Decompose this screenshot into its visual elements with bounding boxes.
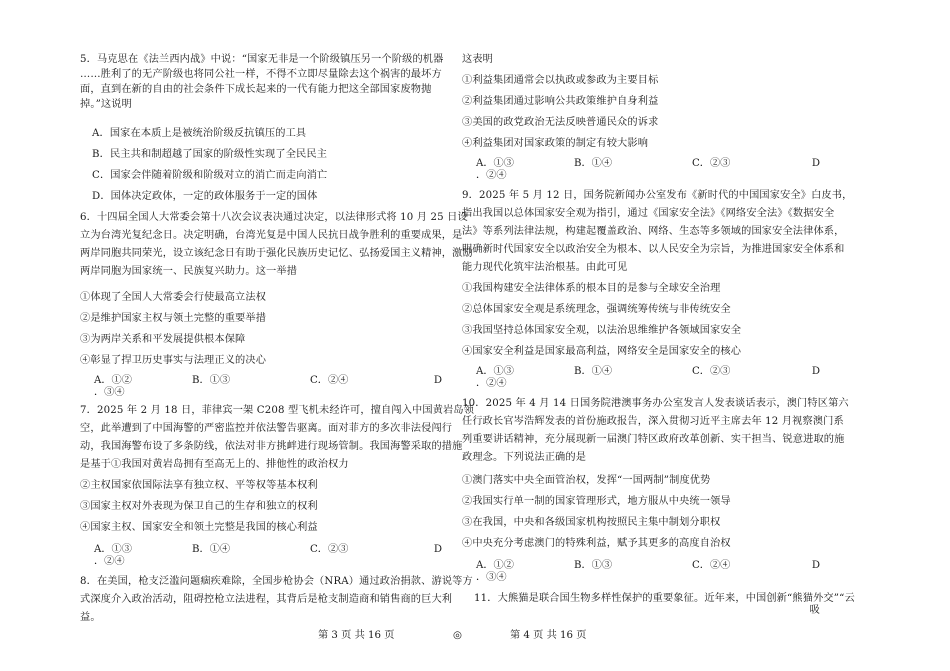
question-5-option-a: A．国家在本质上是被统治阶级反抗镇压的工具	[92, 128, 307, 139]
choice-c: C．②④	[692, 560, 731, 571]
choice-d: D	[811, 366, 820, 377]
choice-a: A．①③	[476, 158, 514, 169]
left-page-number: 第 3 页 共 16 页	[318, 630, 395, 641]
question-8-stem-line: 式深度介入政治活动，阻碍控枪立法进程，其背后是枪支制造商和销售商的巨大利	[80, 594, 453, 605]
choice-a: A．①②	[476, 560, 514, 571]
question-11-wrap: 吸	[809, 605, 820, 616]
question-8-item: ①利益集团通常会以执政或参政为主要目标	[462, 75, 659, 86]
question-10-choices	[476, 559, 820, 573]
question-6-item: ②是维护国家主权与领土完整的重要举措	[80, 313, 267, 324]
question-8-item: ④利益集团对国家政策的制定有较大影响	[462, 138, 649, 149]
question-8-item: ②利益集团通过影响公共政策维护自身利益	[462, 96, 659, 107]
question-6-choices	[94, 374, 442, 388]
question-7-item: ②主权国家依国际法享有独立权、平等权等基本权利	[80, 480, 318, 491]
question-7-stem-line: 7．2025 年 2 月 18 日，菲律宾一架 C208 型飞机未经许可，擅自闯入中国黄岩岛领	[80, 405, 475, 416]
question-5-option-c: C．国家会伴随着阶级和阶级对立的消亡而走向消亡	[92, 170, 328, 181]
question-6-item: ③为两岸关系和平发展提供根本保障	[80, 334, 246, 345]
question-9-item: ①我国构建安全法律体系的根本目的是参与全球安全治理	[462, 283, 721, 294]
question-6-stem-line: 6．十四届全国人大常委会第十八次会议表决通过决定，以法律形式将 10 月 25 日设	[80, 212, 468, 223]
choice-d: D	[811, 560, 820, 571]
right-page-number: 第 4 页 共 16 页	[510, 630, 587, 641]
choice-d-continuation: ．②④	[476, 170, 507, 181]
question-10-stem-line: 列重要讲话精神，充分展现新一届澳门特区政府改革创新、实干担当、锐意进取的施	[462, 434, 845, 445]
question-10-item: ②我国实行单一制的国家管理形式，地方服从中央统一领导	[462, 496, 731, 507]
question-6-item: ①体现了全国人大常委会行使最高立法权	[80, 292, 267, 303]
question-7-stem-line: 是基于①我国对黄岩岛拥有至高无上的、排他性的政治权力	[80, 459, 349, 470]
question-6-item: ④彰显了捍卫历史事实与法理正义的决心	[80, 355, 267, 366]
question-10-item: ①澳门落实中央全面管治权，发挥“一国两制”制度优势	[462, 475, 711, 486]
choice-d: D	[433, 544, 442, 555]
question-5-option-d: D．国体决定政体，一定的政体服务于一定的国体	[92, 191, 318, 202]
question-9-stem-line: 法》等系列法律法规，构建起覆盖政治、网络、生态等多领域的国家安全法律体系，	[462, 226, 845, 237]
question-11-stem-line: 11．大熊猫是联合国生物多样性保护的重要象征。近年来，中国创新“熊猫外交”“云	[474, 593, 855, 604]
question-9-item: ③我国坚持总体国家安全观，以法治思维维护各领域国家安全	[462, 325, 742, 336]
question-9-stem-line: 指出我国以总体国家安全观为指引，通过《国家安全法》《网络安全法》《数据安全	[462, 208, 835, 219]
choice-d-continuation: ．②④	[476, 378, 507, 389]
choice-b: B．①④	[574, 158, 613, 169]
question-7-choices	[94, 543, 442, 557]
choice-d: D	[811, 158, 820, 169]
question-9-item: ④国家安全利益是国家最高利益，网络安全是国家安全的核心	[462, 346, 742, 357]
choice-a: A．①③	[476, 366, 514, 377]
question-8-item: ③美国的政党政治无法反映普通民众的诉求	[462, 117, 659, 128]
choice-d-continuation: ．②④	[94, 556, 125, 567]
question-5-stem-line: 掉。”这说明	[80, 99, 132, 110]
choice-b: B．①④	[192, 544, 231, 555]
choice-c: C．②③	[310, 544, 349, 555]
question-8-stem-line: 益。	[80, 612, 101, 623]
choice-d: D	[433, 375, 442, 386]
choice-a: A．①③	[94, 544, 132, 555]
question-7-item: ④国家主权、国家安全和领土完整是我国的核心利益	[80, 522, 318, 533]
question-7-stem-line: 空，此举遭到了中国海警的严密监控并依法警告驱离。面对菲方的多次非法侵闯行	[80, 423, 453, 434]
question-8-stem-line: 8．在美国，枪支泛滥问题痼疾难除，全国步枪协会（NRA）通过政治捐款、游说等方	[80, 576, 473, 587]
question-7-stem-line: 动，我国海警布设了多条防线，依法对非方挑衅进行现场管制。我国海警采取的措施	[80, 441, 463, 452]
choice-d-continuation: ．③④	[94, 387, 125, 398]
question-7-item: ③国家主权对外表现为保卫自己的生存和独立的权利	[80, 501, 318, 512]
question-6-stem-line: 两岸同胞为国家统一、民族复兴助力。这一举措	[80, 266, 298, 277]
question-5-stem-line: 5．马克思在《法兰西内战》中说：“国家无非是一个阶级镇压另一个阶级的机器	[80, 54, 444, 65]
choice-c: C．②③	[692, 158, 731, 169]
question-8-choices	[476, 157, 820, 171]
choice-a: A．①②	[94, 375, 132, 386]
question-6-stem-line: 立为台湾光复纪念日。决定明确，台湾光复是中国人民抗日战争胜利的重要成果，是	[80, 230, 463, 241]
question-8-stem-line: 这表明	[462, 54, 494, 65]
question-9-stem-line: 能力现代化筑牢法治根基。由此可见	[462, 262, 628, 273]
question-9-stem-line: 9．2025 年 5 月 12 日，国务院新闻办公室发布《新时代的中国国家安全》白皮书，	[462, 190, 853, 201]
question-5-option-b: B．民主共和制超越了国家的阶级性实现了全民民主	[92, 149, 328, 160]
choice-b: B．①③	[192, 375, 231, 386]
choice-c: C．②③	[692, 366, 731, 377]
question-10-stem-line: 10．2025 年 4 月 14 日国务院港澳事务办公室发言人发表谈话表示，澳门特区第六	[462, 398, 849, 409]
question-9-choices	[476, 365, 820, 379]
choice-b: B．①③	[574, 560, 613, 571]
question-10-stem-line: 政理念。下列说法正确的是	[462, 452, 587, 463]
choice-d-continuation: ．③④	[476, 572, 507, 583]
question-6-stem-line: 两岸同胞共同荣光，设立该纪念日有助于强化民族历史记忆、弘扬爱国主义精神，激励	[80, 248, 473, 259]
question-5-stem-line: 面，直到在新的自由的社会条件下成长起来的一代有能力把这全部国家废物抛	[80, 84, 432, 95]
question-5-stem-line: ……胜利了的无产阶级也将同公社一样，不得不立即尽量除去这个祸害的最坏方	[80, 69, 442, 80]
binding-mark-icon: ◎	[453, 630, 462, 641]
question-9-stem-line: 明确新时代国家安全以政治安全为根本、以人民安全为宗旨，为推进国家安全体系和	[462, 244, 845, 255]
question-9-item: ②总体国家安全观是系统理念，强调统筹传统与非传统安全	[462, 304, 731, 315]
question-10-stem-line: 任行政长官岑浩辉发表的首份施政报告，深入贯彻习近平主席去年 12 月视察澳门系	[462, 416, 844, 427]
choice-b: B．①④	[574, 366, 613, 377]
choice-c: C．②④	[310, 375, 349, 386]
question-10-item: ④中央充分考虑澳门的特殊利益，赋予其更多的高度自治权	[462, 538, 731, 549]
question-10-item: ③在我国，中央和各级国家机构按照民主集中制划分职权	[462, 517, 721, 528]
